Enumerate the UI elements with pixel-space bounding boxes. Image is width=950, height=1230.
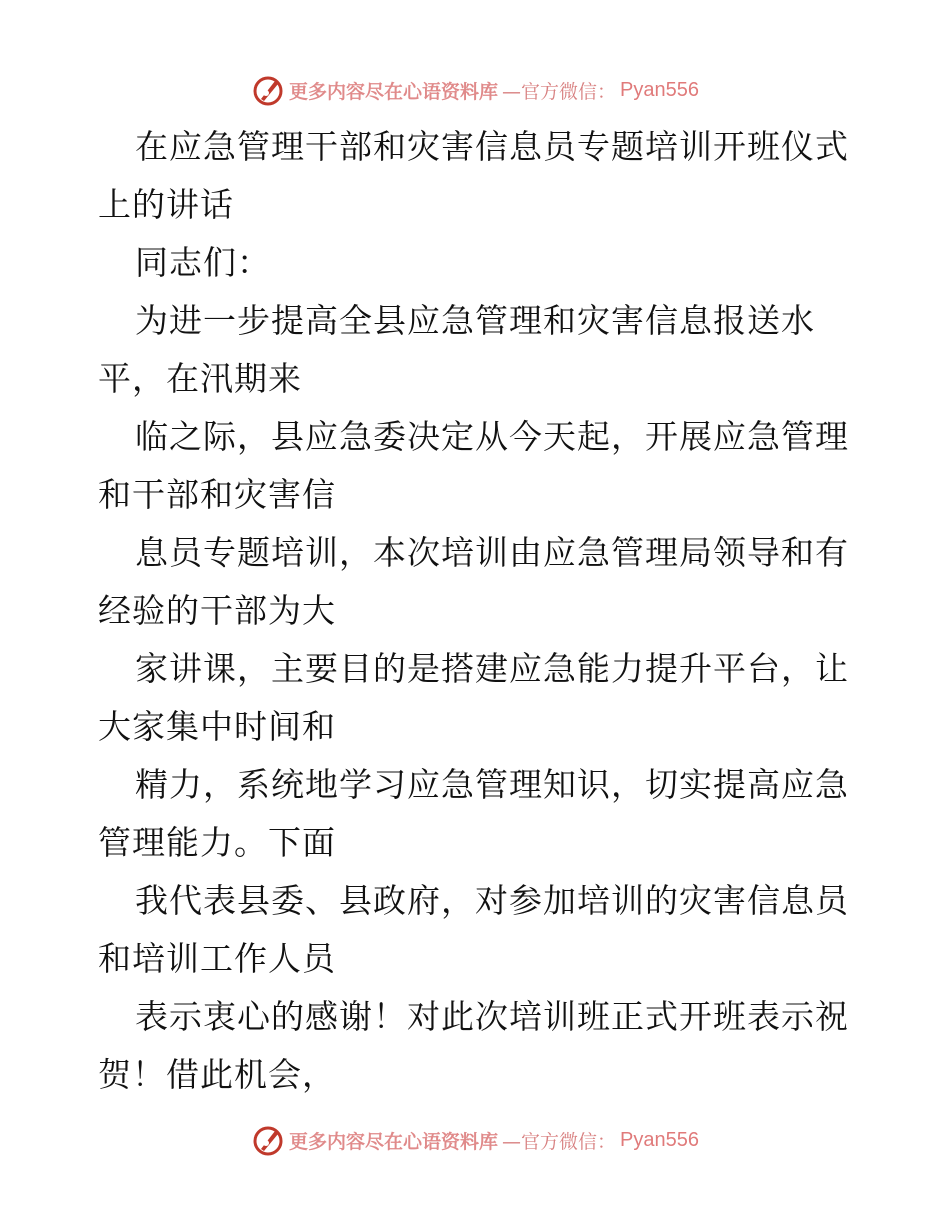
text-line: 上的讲话 <box>98 185 234 224</box>
text-line: 我代表县委、县政府，对参加培训的灾害信息员 <box>135 881 849 920</box>
watermark-group <box>251 73 699 107</box>
text-line: 经验的干部为大 <box>98 591 336 630</box>
document-body <box>98 118 858 1104</box>
watermark-wechat-id: Pyan556 <box>620 1128 699 1151</box>
text-line: 大家集中时间和 <box>98 707 336 746</box>
watermark-sub-text: —官方微信： <box>502 80 617 103</box>
text-line: 在应急管理干部和灾害信息员专题培训开班仪式 <box>135 127 849 166</box>
text-line: 精力，系统地学习应急管理知识，切实提高应急 <box>135 765 849 804</box>
watermark-wechat-id: Pyan556 <box>620 78 699 101</box>
quill-logo-icon <box>251 1123 285 1157</box>
watermark-main-text: 更多内容尽在心语资料库 <box>289 80 499 103</box>
watermark-main-text: 更多内容尽在心语资料库 <box>289 1130 499 1153</box>
text-line: 表示衷心的感谢！对此次培训班正式开班表示祝 <box>135 997 849 1036</box>
watermark-sub-text: —官方微信： <box>502 1130 617 1153</box>
text-line: 管理能力。下面 <box>98 823 336 862</box>
footer-watermark <box>0 1120 950 1160</box>
watermark-group <box>251 1123 699 1157</box>
header-watermark <box>0 70 950 110</box>
quill-logo-icon <box>251 73 285 107</box>
text-line: 为进一步提高全县应急管理和灾害信息报送水 <box>135 301 815 340</box>
text-line: 临之际，县应急委决定从今天起，开展应急管理 <box>135 417 849 456</box>
text-line: 息员专题培训，本次培训由应急管理局领导和有 <box>135 533 849 572</box>
text-line: 和培训工作人员 <box>98 939 336 978</box>
text-line: 家讲课，主要目的是搭建应急能力提升平台，让 <box>135 649 849 688</box>
text-line: 同志们： <box>135 243 271 282</box>
text-line: 和干部和灾害信 <box>98 475 336 514</box>
text-line: 平，在汛期来 <box>98 359 302 398</box>
text-line: 贺！借此机会， <box>98 1055 336 1094</box>
